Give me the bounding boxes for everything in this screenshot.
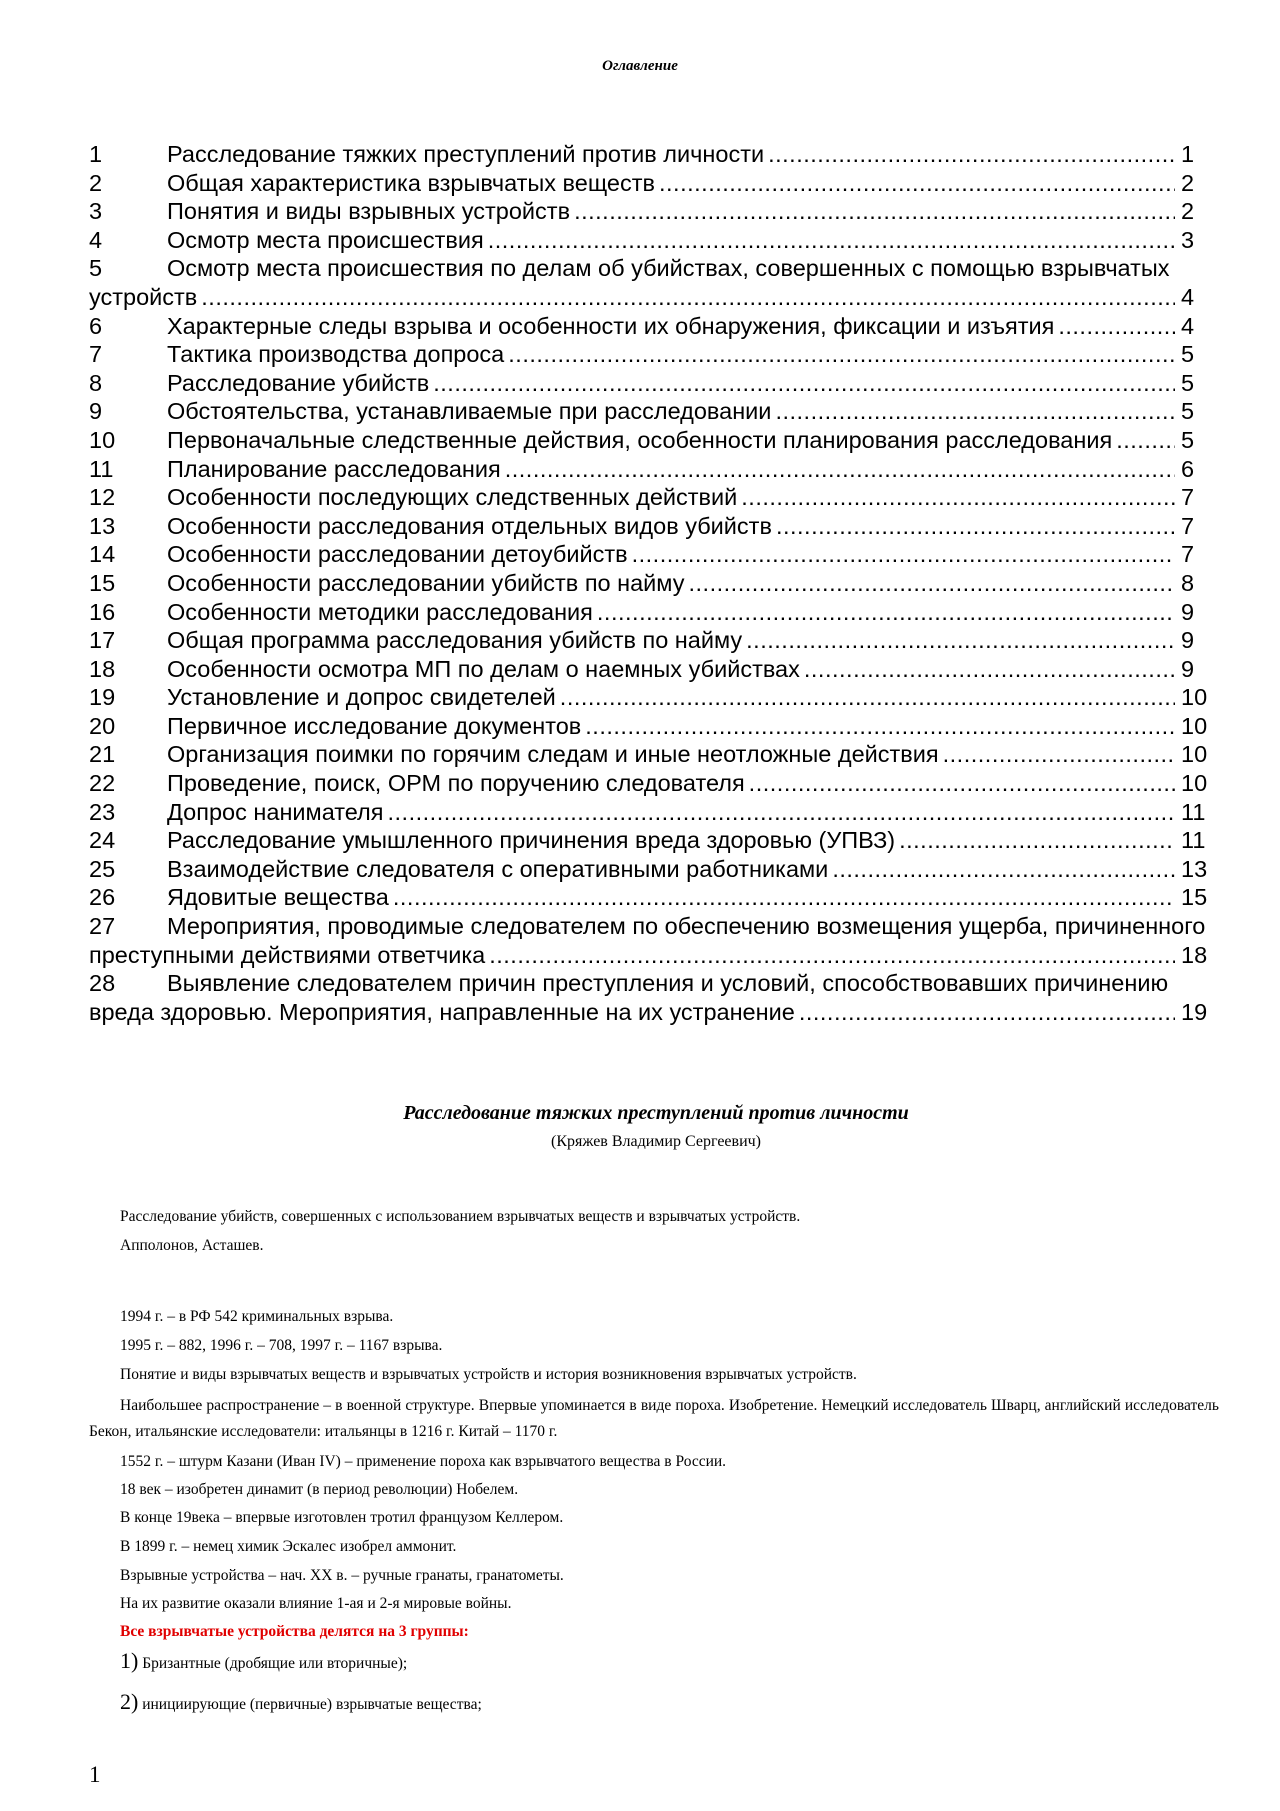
toc-title: Оглавление [602,58,678,74]
page-number: 1 [89,1762,101,1787]
toc-entry-18[interactable] [89,655,1209,684]
toc-entry-text-continued[interactable]: преступными действиями ответчика [89,941,486,968]
toc-entry-number: 9 [89,398,103,425]
toc-entry-20[interactable] [89,712,1209,741]
toc-entry-number: 18 [89,655,116,682]
paragraph: В конце 19века – впервые изготовлен тротил французом Келлером. [120,1509,564,1526]
toc-entry-number: 16 [89,598,116,625]
toc-leader-dots [899,826,1175,855]
toc-entry-27[interactable] [89,912,1209,941]
section-title: Расследование тяжких преступлений против личности [403,1102,909,1124]
toc-entry-number: 5 [89,255,103,282]
toc-entry-15[interactable] [89,569,1209,598]
toc-entry-page: 9 [1181,655,1195,682]
toc-entry-24[interactable] [89,826,1209,855]
toc-entry-page: 11 [1181,827,1206,854]
section-author: (Кряжев Владимир Сергеевич) [550,1133,762,1150]
toc-entry-text[interactable]: Ядовитые вещества [167,884,389,911]
toc-entry-text[interactable]: Общая программа расследования убийств по найму [167,627,743,654]
toc-entry-page: 7 [1181,512,1195,539]
toc-entry-12[interactable] [89,483,1209,512]
table-of-contents [89,140,1209,1026]
toc-leader-dots [574,197,1175,226]
toc-leader-dots [776,512,1175,541]
toc-entry-text[interactable]: Мероприятия, проводимые следователем по обеспечению возмещения ущерба, причиненного [167,913,1206,940]
toc-leader-dots [768,140,1175,169]
toc-entry-text[interactable]: Первичное исследование документов [167,712,582,739]
toc-entry-text[interactable]: Особенности расследования отдельных видов убийств [167,512,772,539]
toc-entry-number: 23 [89,798,116,825]
toc-entry-number: 20 [89,712,116,739]
toc-leader-dots [943,740,1175,769]
list-item-text: Бризантные (дробящие или вторичные); [142,1655,408,1672]
list-marker: 2) [120,1689,139,1714]
toc-entry-text[interactable]: Тактика производства допроса [167,341,505,368]
toc-leader-dots [659,169,1175,198]
toc-entry-page: 5 [1181,369,1195,396]
toc-entry-11[interactable] [89,455,1209,484]
toc-entry-page: 13 [1181,855,1208,882]
paragraph: Взрывные устройства – нач. XX в. – ручные гранаты, гранатометы. [120,1567,564,1584]
toc-entry-page: 6 [1181,455,1195,482]
toc-leader-dots [505,455,1175,484]
toc-entry-text[interactable]: Обстоятельства, устанавливаемые при расследовании [167,398,772,425]
toc-entry-1[interactable] [89,140,1209,169]
toc-entry-text[interactable]: Проведение, поиск, ОРМ по поручению следователя [167,770,745,797]
toc-entry-page: 4 [1181,283,1195,310]
toc-entry-number: 13 [89,512,116,539]
paragraph: Расследование убийств, совершенных с использованием взрывчатых веществ и взрывчатых устройств. [120,1208,801,1225]
toc-entry-text[interactable]: Установление и допрос свидетелей [167,684,556,711]
toc-entry-17[interactable] [89,626,1209,655]
toc-entry-14[interactable] [89,540,1209,569]
list-item [89,1689,1219,1714]
highlighted-paragraph: Все взрывчатые устройства делятся на 3 группы: [120,1623,469,1640]
toc-entry-23[interactable] [89,798,1209,827]
toc-entry-page: 9 [1181,598,1195,625]
toc-leader-dots [597,598,1175,627]
toc-entry-16[interactable] [89,598,1209,627]
toc-entry-27-continued[interactable] [89,941,1209,970]
toc-leader-dots [433,369,1175,398]
toc-leader-dots [632,540,1175,569]
toc-entry-text[interactable]: Допрос нанимателя [167,798,384,825]
toc-entry-number: 21 [89,741,116,768]
toc-entry-page: 18 [1181,941,1208,968]
toc-entry-number: 24 [89,827,116,854]
toc-entry-28[interactable] [89,969,1209,998]
toc-entry-number: 14 [89,541,116,568]
toc-leader-dots [489,941,1175,970]
toc-entry-page: 10 [1181,712,1208,739]
toc-entry-text[interactable]: Особенности методики расследования [167,598,593,625]
toc-entry-page: 10 [1181,741,1208,768]
toc-entry-text[interactable]: Особенности расследовании убийств по найму [167,569,685,596]
paragraph: 1552 г. – штурм Казани (Иван IV) – применение пороха как взрывчатого вещества в России. [120,1453,727,1470]
toc-leader-dots [688,569,1175,598]
toc-entry-page: 5 [1181,426,1195,453]
toc-entry-page: 11 [1181,798,1206,825]
toc-entry-3[interactable] [89,197,1209,226]
toc-entry-number: 2 [89,169,103,196]
toc-entry-number: 12 [89,484,116,511]
toc-entry-2[interactable] [89,169,1209,198]
toc-entry-page: 2 [1181,198,1195,225]
toc-entry-number: 8 [89,369,103,396]
paragraph: В 1899 г. – немец химик Эскалес изобрел аммонит. [120,1538,457,1555]
toc-entry-9[interactable] [89,397,1209,426]
toc-leader-dots [393,883,1175,912]
toc-entry-number: 15 [89,569,116,596]
toc-entry-page: 10 [1181,684,1208,711]
paragraph: Апполонов, Асташев. [120,1237,264,1254]
toc-entry-text[interactable]: Расследование тяжких преступлений против личности [167,141,765,167]
toc-entry-number: 27 [89,913,116,940]
toc-entry-number: 7 [89,341,103,368]
toc-leader-dots [488,226,1175,255]
toc-entry-19[interactable] [89,683,1209,712]
paragraph: Наибольшее распространение – в военной структуре. Впервые упоминается в виде пороха. Изобретение. Немецкий исследователь Шварц, английский исследователь Бекон, итальянские исследователи: итальянцы в 1216 г. Китай – 1170 г. [89,1397,1219,1440]
toc-leader-dots [741,483,1175,512]
toc-entry-page: 1 [1181,141,1195,167]
toc-entry-page: 10 [1181,770,1208,797]
toc-entry-page: 3 [1181,226,1195,253]
toc-entry-text[interactable]: Понятия и виды взрывных устройств [167,198,571,225]
toc-entry-text-continued[interactable]: устройств [89,283,198,310]
toc-entry-8[interactable] [89,369,1209,398]
toc-entry-28-continued[interactable] [89,998,1209,1027]
toc-entry-text[interactable]: Особенности расследовании детоубийств [167,541,628,568]
toc-entry-page: 7 [1181,484,1195,511]
toc-leader-dots [746,626,1175,655]
toc-entry-5[interactable] [89,254,1209,283]
toc-entry-22[interactable] [89,769,1209,798]
toc-entry-7[interactable] [89,340,1209,369]
paragraph: 18 век – изобретен динамит (в период революции) Нобелем. [120,1481,519,1498]
toc-entry-25[interactable] [89,855,1209,884]
toc-leader-dots [585,712,1175,741]
toc-entry-number: 19 [89,684,116,711]
toc-leader-dots [832,855,1175,884]
toc-leader-dots [1058,312,1175,341]
toc-entry-page: 4 [1181,312,1195,339]
toc-entry-number: 11 [89,455,114,482]
toc-entry-text[interactable]: Первоначальные следственные действия, особенности планирования расследования [167,426,1113,453]
toc-entry-text[interactable]: Характерные следы взрыва и особенности их обнаружения, фиксации и изъятия [167,312,1055,339]
toc-entry-text[interactable]: Особенности последующих следственных действий [167,484,738,511]
toc-leader-dots [804,655,1175,684]
toc-entry-text[interactable]: Выявление следователем причин преступления и условий, способствовавших причинению [167,970,1169,997]
toc-leader-dots [508,340,1175,369]
toc-entry-5-continued[interactable] [89,283,1209,312]
toc-entry-6[interactable] [89,312,1209,341]
toc-entry-page: 19 [1181,998,1208,1025]
toc-leader-dots [749,769,1175,798]
toc-entry-4[interactable] [89,226,1209,255]
toc-entry-13[interactable] [89,512,1209,541]
toc-entry-number: 4 [89,226,103,253]
toc-leader-dots [387,798,1175,827]
toc-entry-number: 25 [89,855,116,882]
toc-entry-page: 2 [1181,169,1195,196]
toc-entry-number: 26 [89,884,116,911]
toc-entry-number: 10 [89,426,116,453]
toc-leader-dots [775,397,1175,426]
toc-leader-dots [799,998,1175,1027]
list-marker: 1) [120,1648,139,1673]
toc-entry-page: 7 [1181,541,1195,568]
toc-entry-page: 5 [1181,398,1195,425]
toc-entry-page: 8 [1181,569,1195,596]
toc-entry-number: 17 [89,627,116,654]
toc-entry-text[interactable]: Планирование расследования [167,455,501,482]
toc-leader-dots [1116,426,1175,455]
toc-entry-text[interactable]: Расследование убийств [167,369,430,396]
paragraph: Понятие и виды взрывчатых веществ и взрывчатых устройств и история возникновения взрывчатых устройств. [120,1366,857,1383]
toc-entry-text-continued[interactable]: вреда здоровью. Мероприятия, направленные на их устранение [89,998,795,1025]
toc-entry-number: 22 [89,770,116,797]
toc-entry-text[interactable]: Расследование умышленного причинения вреда здоровью (УПВЗ) [167,827,896,854]
toc-entry-text[interactable]: Организация поимки по горячим следам и иные неотложные действия [167,741,939,768]
list-item-text: инициирующие (первичные) взрывчатые вещества; [142,1696,482,1713]
toc-entry-text[interactable]: Общая характеристика взрывчатых веществ [167,169,655,196]
toc-entry-number: 3 [89,198,103,225]
toc-entry-page: 15 [1181,884,1208,911]
toc-leader-dots [201,283,1175,312]
toc-entry-number: 28 [89,970,116,997]
toc-entry-text[interactable]: Особенности осмотра МП по делам о наемных убийствах [167,655,800,682]
toc-entry-text[interactable]: Осмотр места происшествия [167,226,484,253]
paragraph: На их развитие оказали влияние 1-ая и 2-я мировые войны. [120,1595,512,1612]
toc-entry-page: 9 [1181,627,1195,654]
paragraph: 1994 г. – в РФ 542 криминальных взрыва. [120,1308,394,1325]
toc-leader-dots [560,683,1175,712]
toc-entry-10[interactable] [89,426,1209,455]
toc-entry-text[interactable]: Осмотр места происшествия по делам об убийствах, совершенных с помощью взрывчатых [167,255,1170,282]
toc-entry-number: 1 [89,141,103,167]
toc-entry-text[interactable]: Взаимодействие следователя с оперативными работниками [167,855,829,882]
toc-entry-page: 5 [1181,341,1195,368]
toc-entry-21[interactable] [89,740,1209,769]
toc-entry-26[interactable] [89,883,1209,912]
list-item [89,1648,1219,1673]
toc-entry-number: 6 [89,312,103,339]
paragraph: 1995 г. – 882, 1996 г. – 708, 1997 г. – 1167 взрыва. [120,1337,443,1354]
